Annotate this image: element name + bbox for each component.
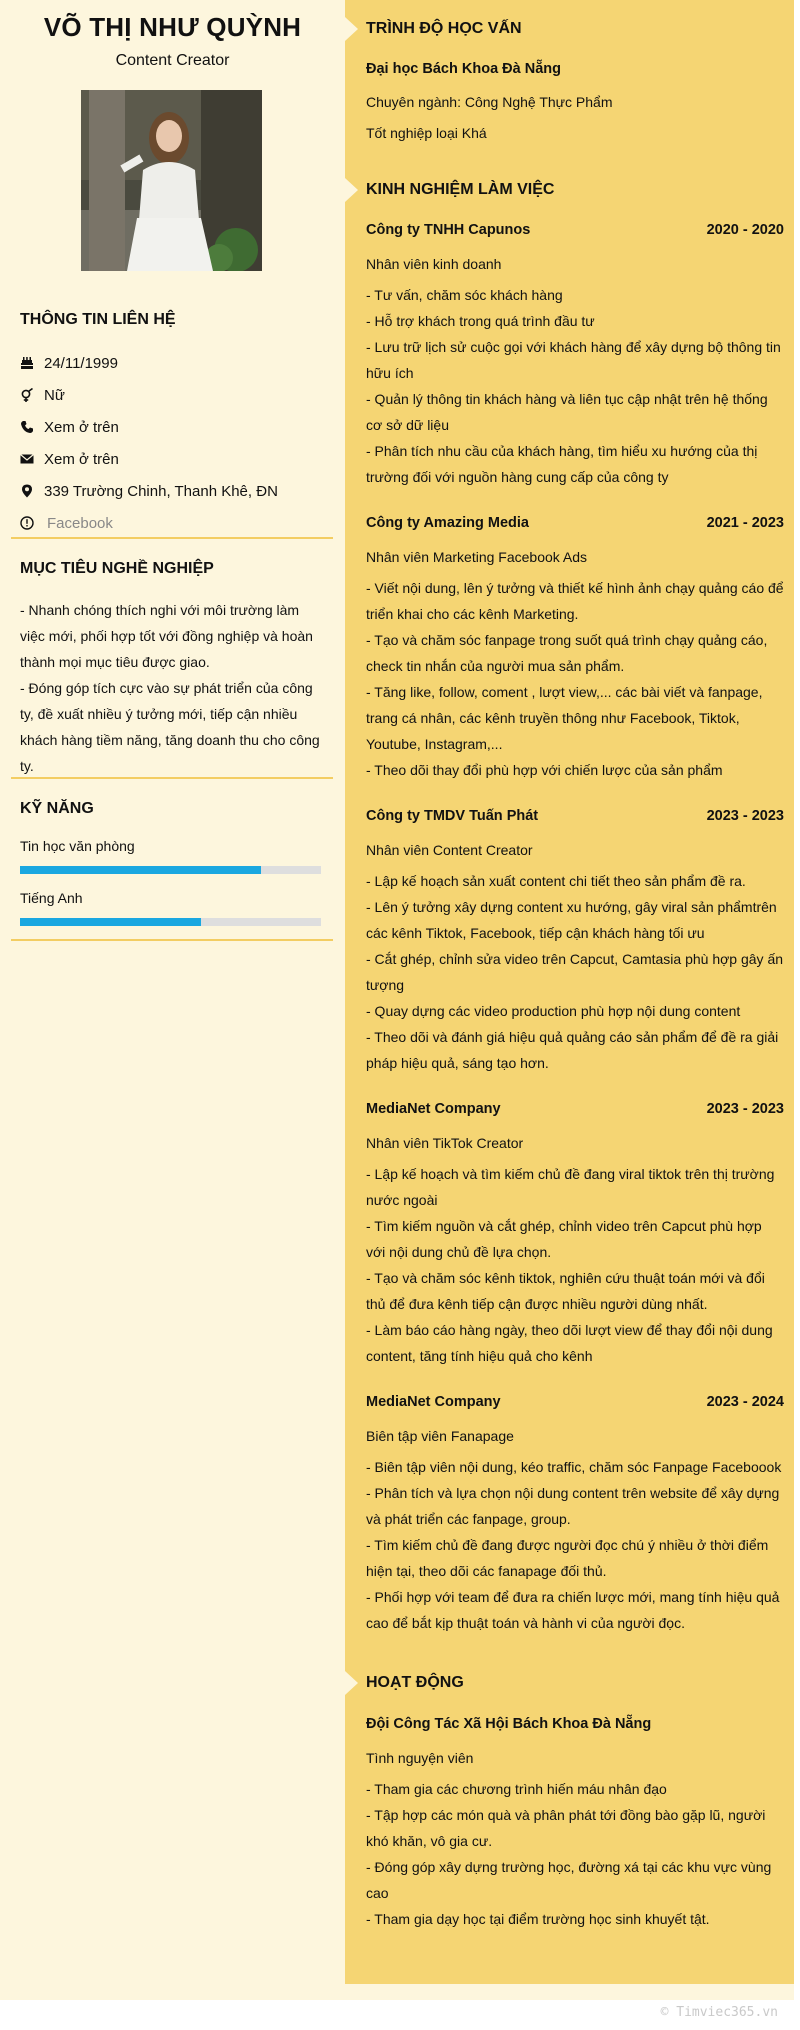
job-role: Nhân viên Marketing Facebook Ads — [366, 549, 588, 565]
activity-task: - Tham gia các chương trình hiến máu nhân đạo — [366, 1781, 667, 1797]
job-company: Công ty Amazing Media — [366, 515, 529, 531]
skill-bar — [20, 866, 321, 874]
job-task: - Tư vấn, chăm sóc khách hàng — [366, 287, 563, 303]
job-task: - Theo dõi thay đổi phù hợp với chiến lược của sản phẩm — [366, 762, 723, 778]
education-major: Chuyên ngành: Công Nghệ Thực Phẩm — [366, 94, 613, 110]
job-company: Công ty TMDV Tuấn Phát — [366, 808, 539, 824]
divider — [11, 777, 333, 779]
education-school — [366, 61, 784, 77]
skill-bar — [20, 918, 321, 926]
contact-address — [20, 479, 278, 503]
job-task: - Phối hợp với team để đưa ra chiến lược mới, mang tính hiệu quả cao để bắt kịp thuật toán và hành vi của người đọc. — [366, 1589, 780, 1631]
activity-tasks — [366, 1776, 784, 1932]
watermark: © Timviec365.vn — [660, 2005, 778, 2020]
job-role: Nhân viên kinh doanh — [366, 256, 502, 272]
job-period: 2021 - 2023 — [706, 515, 784, 531]
job-role: Nhân viên Content Creator — [366, 842, 533, 858]
section-arrow-marker — [345, 178, 358, 202]
activity-task: - Đóng góp xây dựng trường học, đường xá tại các khu vực vùng cao — [366, 1859, 772, 1901]
experience-heading: KINH NGHIỆM LÀM VIỆC — [366, 181, 555, 198]
job-company: MediaNet Company — [366, 1101, 501, 1117]
job-tasks — [366, 1454, 784, 1636]
left-column — [0, 0, 345, 2000]
job-task: - Viết nội dung, lên ý tưởng và thiết kế hình ảnh chạy quảng cáo để triển khai cho các kênh Marketing. — [366, 580, 784, 622]
job-task: - Hỗ trợ khách trong quá trình đầu tư — [366, 313, 595, 329]
job-role: Biên tập viên Fanapage — [366, 1428, 514, 1444]
facebook-link[interactable]: Facebook — [47, 514, 113, 532]
section-arrow-marker — [345, 17, 358, 41]
location-pin-icon — [20, 483, 34, 499]
right-panel — [345, 0, 794, 1984]
job-task: - Biên tập viên nội dung, kéo traffic, chăm sóc Fanpage Faceboook — [366, 1459, 782, 1475]
job-header — [366, 222, 784, 238]
mail-icon — [20, 451, 34, 467]
job-task: - Tìm kiếm chủ đề đang được người đọc chú ý nhiều ở thời điểm hiện tại, theo dõi các fanapage đối thủ. — [366, 1537, 769, 1579]
job-tasks — [366, 1161, 784, 1369]
activity-task: - Tập hợp các món quà và phân phát tới đồng bào gặp lũ, người khó khăn, vô gia cư. — [366, 1807, 766, 1849]
job-task: - Phân tích và lựa chọn nội dung content trên website để xây dựng và phát triển các fanpage, group. — [366, 1485, 780, 1527]
job-task: - Quay dựng các video production phù hợp nội dung content — [366, 1003, 741, 1019]
gender-value: Nữ — [44, 386, 65, 404]
skill-label: Tiếng Anh — [20, 890, 83, 906]
activities-heading: HOẠT ĐỘNG — [366, 1674, 464, 1691]
portrait-image — [81, 90, 262, 271]
right-column — [345, 0, 794, 2000]
phone-icon — [20, 419, 34, 435]
school-name: Đại học Bách Khoa Đà Nẵng — [366, 61, 561, 77]
address-value: 339 Trường Chinh, Thanh Khê, ĐN — [44, 482, 278, 500]
birthday-value: 24/11/1999 — [44, 354, 118, 372]
job-header — [366, 1101, 784, 1117]
education-heading: TRÌNH ĐỘ HỌC VẤN — [366, 20, 522, 37]
job-header — [366, 515, 784, 531]
job-task: - Làm báo cáo hàng ngày, theo dõi lượt view để thay đổi nội dung content, tăng tính hiệu quả cho kênh — [366, 1322, 773, 1364]
job-task: - Phân tích nhu cầu của khách hàng, tìm hiểu xu hướng của thị trường đối với nguồn hàng cung cấp của công ty — [366, 443, 758, 485]
activity-organization: Đội Công Tác Xã Hội Bách Khoa Đà Nẵng — [366, 1716, 652, 1732]
job-role: Nhân viên TikTok Creator — [366, 1135, 524, 1151]
job-task: - Cắt ghép, chỉnh sửa video trên Capcut, Camtasia phù hợp gây ấn tượng — [366, 951, 784, 993]
job-task: - Lưu trữ lịch sử cuộc gọi với khách hàng để xây dựng bộ thông tin hữu ích — [366, 339, 781, 381]
job-company: MediaNet Company — [366, 1394, 501, 1410]
contact-phone — [20, 415, 119, 439]
activity-role: Tình nguyện viên — [366, 1750, 474, 1766]
divider — [11, 939, 333, 941]
phone-value: Xem ở trên — [44, 418, 119, 436]
skill-bar-fill — [20, 866, 261, 874]
job-period: 2023 - 2023 — [706, 1101, 784, 1117]
email-value: Xem ở trên — [44, 450, 119, 468]
job-task: - Tạo và chăm sóc kênh tiktok, nghiên cứu thuật toán mới và đổi thủ để đưa kênh tiếp cận được nhiều người dùng nhất. — [366, 1270, 765, 1312]
contact-email — [20, 447, 119, 471]
divider — [11, 537, 333, 539]
candidate-name: VÕ THỊ NHƯ QUỲNH — [43, 12, 302, 42]
job-tasks — [366, 282, 784, 490]
job-period: 2023 - 2023 — [706, 808, 784, 824]
skill-bar-fill — [20, 918, 201, 926]
objective-heading: MỤC TIÊU NGHỀ NGHIỆP — [20, 560, 214, 577]
job-task: - Tạo và chăm sóc fanpage trong suốt quá trình chạy quảng cáo, check tin nhắn của người mua sản phẩm. — [366, 632, 768, 674]
job-task: - Tìm kiếm nguồn và cắt ghép, chỉnh video trên Capcut phù hợp với nội dung chủ đề lựa chọn. — [366, 1218, 762, 1260]
skill-label: Tin học văn phòng — [20, 838, 135, 854]
job-task: - Tăng like, follow, coment , lượt view,... các bài viết và fanpage, trang cá nhân, các kênh truyền thông như Facebook, Tiktok, Youtube, Instagram,... — [366, 684, 763, 752]
job-period: 2023 - 2024 — [706, 1394, 784, 1410]
candidate-title: Content Creator — [115, 52, 230, 69]
contact-gender — [20, 383, 65, 407]
job-tasks — [366, 868, 784, 1076]
contact-birthday — [20, 351, 118, 375]
objective-line: - Đóng góp tích cực vào sự phát triển của công ty, đề xuất nhiều ý tưởng mới, tiếp cận nhiều khách hàng tiềm năng, tăng doanh thu cho công ty. — [20, 680, 320, 774]
job-task: - Quản lý thông tin khách hàng và liên tục cập nhật trên hệ thống cơ sở dữ liệu — [366, 391, 768, 433]
gender-icon — [20, 387, 34, 403]
job-task: - Theo dõi và đánh giá hiệu quả quảng cáo sản phẩm để đề ra giải pháp hiệu quả, sáng tạo hơn. — [366, 1029, 779, 1071]
objective-line: - Nhanh chóng thích nghi với môi trường làm việc mới, phối hợp tốt với đồng nghiệp và hoàn thành mọi mục tiêu được giao. — [20, 602, 313, 670]
job-period: 2020 - 2020 — [706, 222, 784, 238]
profile-photo — [81, 90, 262, 271]
contact-heading: THÔNG TIN LIÊN HỆ — [20, 311, 176, 328]
job-header — [366, 808, 784, 824]
contact-facebook[interactable] — [20, 511, 113, 535]
job-task: - Lập kế hoạch sản xuất content chi tiết theo sản phẩm đề ra. — [366, 873, 746, 889]
education-grade: Tốt nghiệp loại Khá — [366, 125, 487, 141]
info-icon — [20, 515, 34, 531]
objective-text — [20, 597, 325, 779]
birthday-cake-icon — [20, 355, 34, 371]
job-header — [366, 1394, 784, 1410]
job-task: - Lập kế hoạch và tìm kiếm chủ đề đang viral tiktok trên thị trường nước ngoài — [366, 1166, 775, 1208]
job-tasks — [366, 575, 784, 783]
activity-task: - Tham gia dạy học tại điểm trường học sinh khuyết tật. — [366, 1911, 710, 1927]
skills-heading: KỸ NĂNG — [20, 800, 94, 817]
job-company: Công ty TNHH Capunos — [366, 222, 531, 238]
activity-header — [366, 1716, 784, 1732]
section-arrow-marker — [345, 1671, 358, 1695]
job-task: - Lên ý tưởng xây dựng content xu hướng, gây viral sản phẩmtrên các kênh Tiktok, Facebook, tiếp cận khách hàng tối ưu — [366, 899, 777, 941]
